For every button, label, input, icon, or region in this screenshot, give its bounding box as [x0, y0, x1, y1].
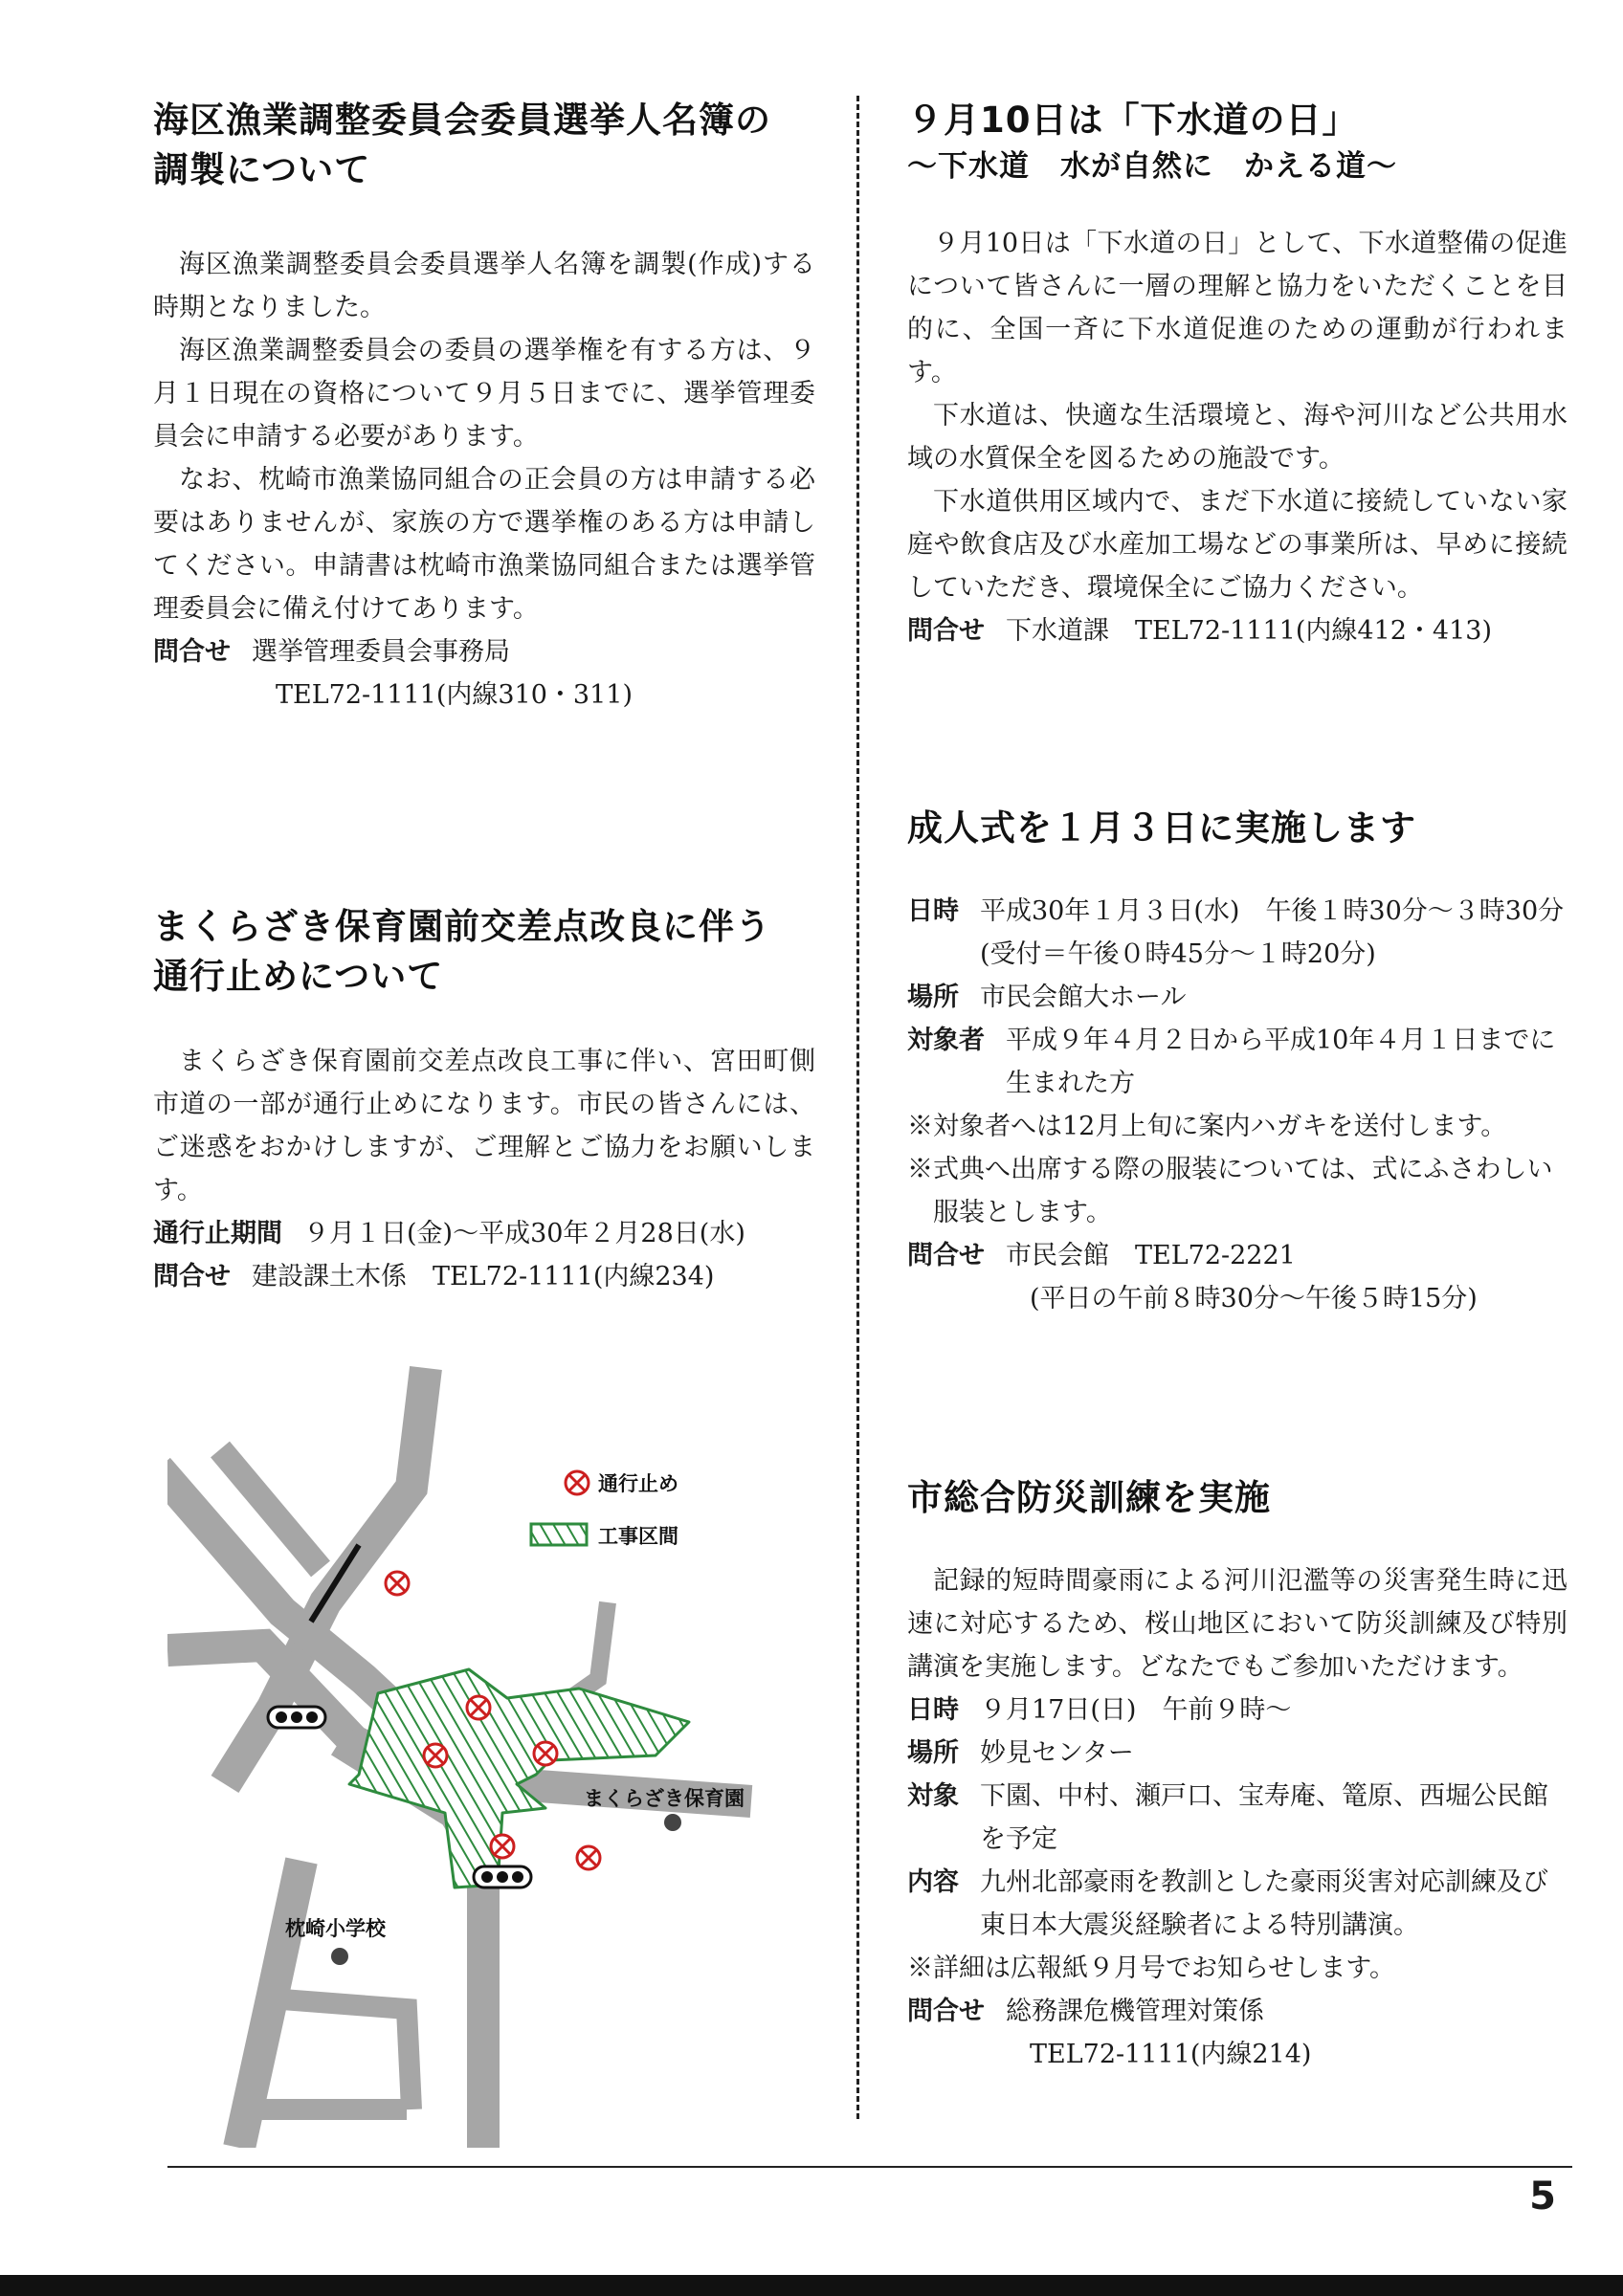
column-divider [856, 96, 859, 2119]
map-legend [531, 1471, 678, 1548]
contact-label: 問合せ [907, 1241, 985, 1270]
school-location-icon [331, 1948, 348, 1965]
article-fishery-election [153, 96, 815, 717]
article-body: ９月10日は「下水道の日」として、下水道整備の促進について皆さんに一層の理解と協力をいただくことを目的に、全国一斉に下水道促進のための運動が行われます。 下水道は、快適な生活環境と、海や河川など公共用水域の水質保全を図るための施設です。 下水道供用区域内で、まだ下水道に接続していない家庭や飲食店及び水産加工場などの事業所は、早めに接続していただき、環境保全にご協力ください。 [907, 229, 1567, 603]
date-label: 日時 [907, 896, 959, 926]
page-bottom-bar [0, 2275, 1623, 2296]
article-disaster-drill [907, 1473, 1567, 2076]
nursery-location-icon [664, 1814, 681, 1831]
contact-value: 市民会館 TEL72-2221 [1006, 1241, 1296, 1270]
road-south-lane [282, 1999, 411, 2109]
place-value: 市民会館大ホール [980, 982, 1187, 1012]
article-subtitle: ～下水道 水が自然に かえる道～ [907, 149, 1397, 184]
target-row [907, 1775, 1567, 1861]
note: ※対象者へは12月上旬に案内ハガキを送付します。 [907, 1112, 1507, 1141]
closure-period-label: 通行止期間 [153, 1219, 282, 1248]
article-road-closure [153, 902, 815, 1298]
article-body: 記録的短時間豪雨による河川氾濫等の災害発生時に迅速に対応するため、桜山地区において防災訓練及び特別講演を実施します。どなたでもご参加いただけます。 [907, 1566, 1567, 1682]
contact-label: 問合せ [907, 616, 985, 646]
article-title: 市総合防災訓練を実施 [907, 1477, 1271, 1518]
article-title: 成人式を１月３日に実施します [907, 807, 1416, 849]
date-row [907, 1689, 1567, 1732]
contact-value: 建設課土木係 TEL72-1111(内線234) [252, 1262, 715, 1292]
footer-rule [167, 2166, 1572, 2168]
article-coming-of-age [907, 804, 1567, 1320]
closure-icon [467, 1696, 490, 1719]
contact-tel: TEL72-1111(内線310・311) [276, 680, 633, 710]
legend-construction-label: 工事区間 [598, 1525, 678, 1548]
article-title: まくらざき保育園前交差点改良に伴う 通行止めについて [153, 906, 771, 997]
closure-icon [386, 1572, 409, 1595]
contact-label: 問合せ [153, 637, 231, 667]
article-title: ９月10日は「下水道の日」 ～下水道 水が自然に かえる道～ [907, 96, 1567, 188]
closure-icon [566, 1471, 589, 1494]
nursery-label: まくらざき保育園 [584, 1787, 745, 1810]
contact-label: 問合せ [153, 1262, 231, 1292]
traffic-light-icon [474, 1866, 531, 1888]
contact-tel: TEL72-1111(内線214) [1030, 2040, 1312, 2069]
traffic-light-icon [268, 1707, 325, 1728]
construction-swatch [531, 1524, 587, 1545]
article-title: 海区漁業調整委員会委員選挙人名簿の 調製について [153, 99, 771, 190]
content-value: 九州北部豪雨を教訓とした豪雨災害対応訓練及び東日本大震災経験者による特別講演。 [980, 1867, 1548, 1940]
target-value: 平成９年４月２日から平成10年４月１日までに生まれた方 [1006, 1026, 1556, 1098]
place-label: 場所 [907, 1738, 959, 1768]
content-label: 内容 [907, 1867, 959, 1897]
contact-value: 下水道課 TEL72-1111(内線412・413) [1006, 616, 1492, 646]
date-label: 日時 [907, 1695, 959, 1725]
legend-closure-label: 通行止め [598, 1472, 678, 1495]
closure-icon [577, 1846, 600, 1869]
article-body: まくらざき保育園前交差点改良工事に伴い、宮田町側市道の一部が通行止めになります。市民の皆さんには、ご迷惑をおかけしますが、ご理解とご協力をお願いします。 [153, 1047, 815, 1205]
place-label: 場所 [907, 982, 959, 1012]
date-value: ９月17日(日) 午前９時～ [980, 1695, 1292, 1725]
closure-icon [424, 1744, 447, 1767]
school-label: 枕崎小学校 [285, 1917, 386, 1940]
road-closure-map [167, 1363, 799, 2148]
closure-icon [534, 1742, 557, 1765]
contact-row [153, 1255, 815, 1298]
contact-value: 選挙管理委員会事務局 [252, 637, 510, 667]
closure-period-row [153, 1212, 815, 1255]
target-label: 対象者 [907, 1026, 985, 1055]
place-row [907, 976, 1567, 1019]
contact-label: 問合せ [907, 1997, 985, 2026]
date-row [907, 890, 1567, 976]
target-label: 対象 [907, 1781, 959, 1811]
note: ※式典へ出席する際の服装については、式にふさわしい服装とします。 [907, 1155, 1553, 1227]
contact-row [907, 609, 1567, 652]
event-details [907, 890, 1567, 1320]
article-sewerage-day [907, 96, 1567, 652]
article-body: 海区漁業調整委員会委員選挙人名簿を調製(作成)する時期となりました。 海区漁業調整委員会の委員の選挙権を有する方は、９月１日現在の資格について９月５日までに、選挙管理委員会に申請する必要があります。 なお、枕崎市漁業協同組合の正会員の方は申請する必要はありませんが、家族の方で選挙権のある方は申請してください。申請書は枕崎市漁業協同組合または選挙管理委員会に備え付けてあります。 [153, 250, 815, 624]
contact-row [153, 630, 815, 673]
contact-value: 総務課危機管理対策係 [1006, 1997, 1264, 2026]
contact-row [907, 1990, 1567, 2033]
page-number: 5 [1529, 2175, 1556, 2219]
content-row [907, 1861, 1567, 1947]
place-row [907, 1732, 1567, 1775]
closure-period-value: ９月１日(金)～平成30年２月28日(水) [303, 1219, 745, 1248]
place-value: 妙見センター [980, 1738, 1134, 1768]
closure-icon [491, 1835, 514, 1858]
date-value: 平成30年１月３日(水) 午後１時30分～３時30分(受付＝午後０時45分～１時20分) [980, 896, 1565, 969]
contact-hours: (平日の午前８時30分～午後５時15分) [1030, 1284, 1478, 1314]
contact-row [907, 1234, 1567, 1277]
target-value: 下園、中村、瀬戸口、宝寿庵、篭原、西堀公民館を予定 [980, 1781, 1548, 1854]
target-row [907, 1019, 1567, 1105]
note: ※詳細は広報紙９月号でお知らせします。 [907, 1954, 1396, 1983]
